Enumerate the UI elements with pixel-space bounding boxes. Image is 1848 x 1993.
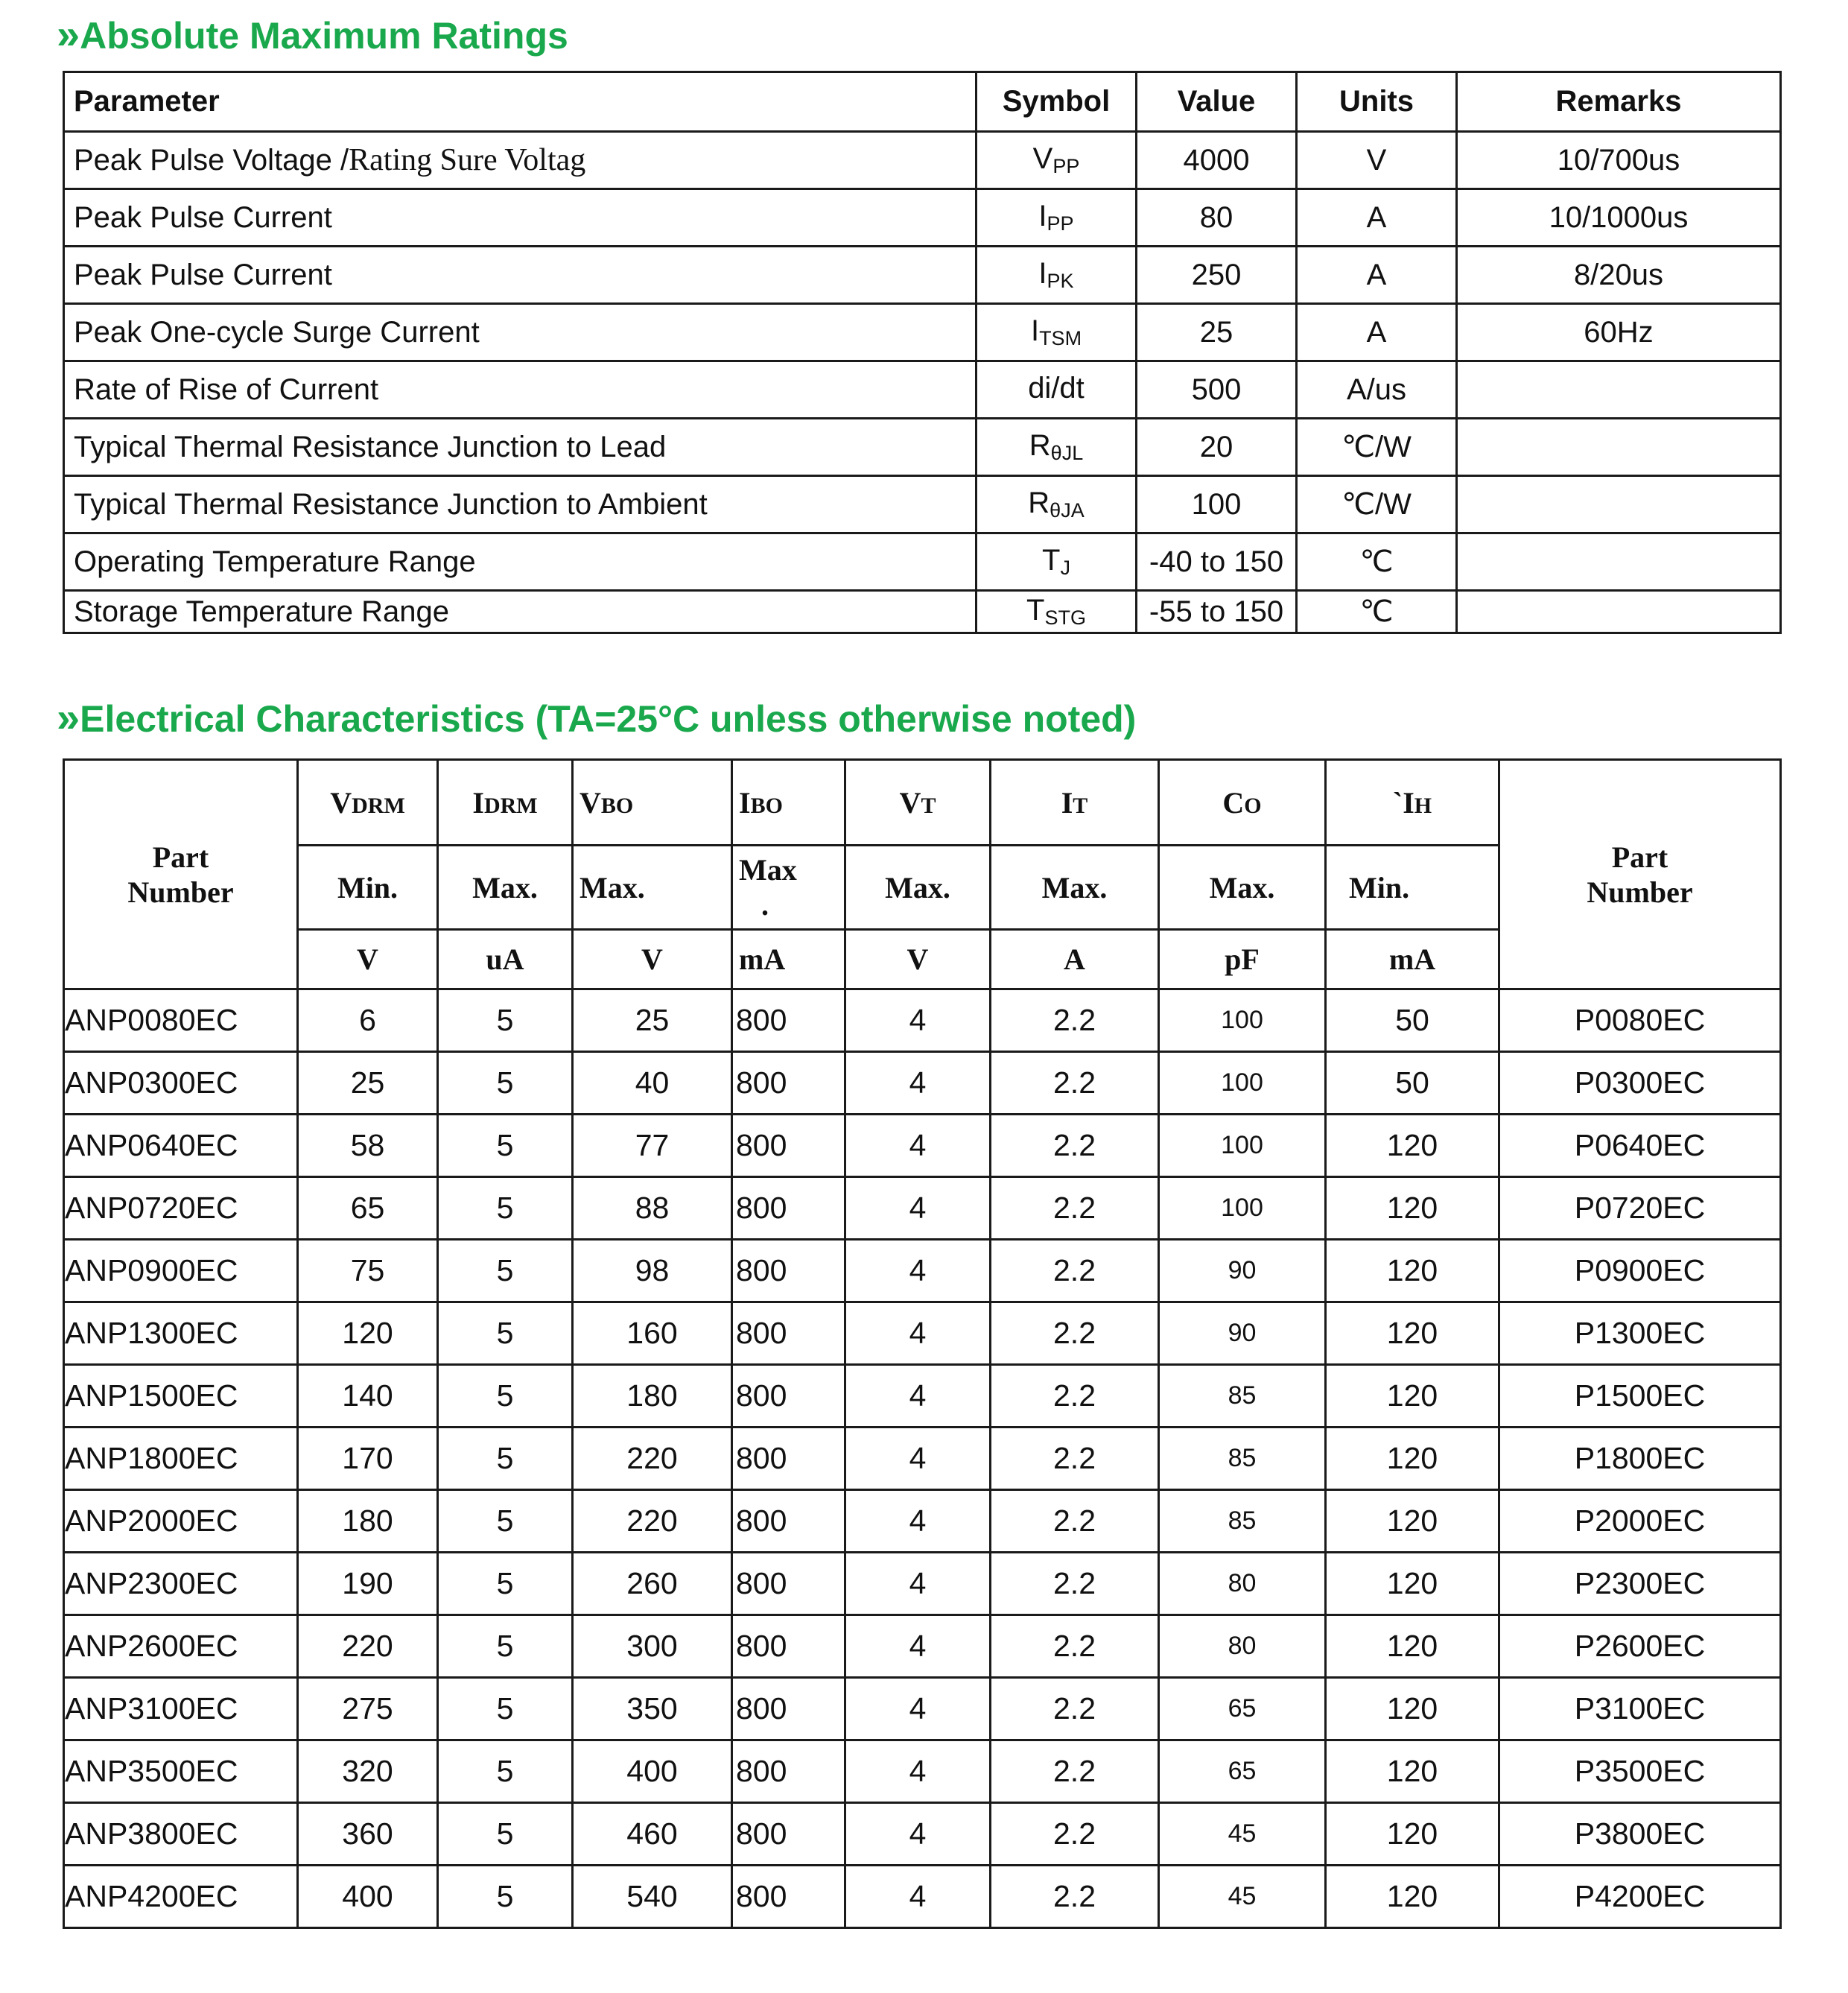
vt-cell: 4: [845, 1678, 991, 1740]
header-limit: Max.: [845, 846, 991, 930]
header-unit: V: [573, 930, 732, 989]
idrm-cell: 5: [438, 1553, 573, 1615]
idrm-cell: 5: [438, 1302, 573, 1365]
it-cell: 2.2: [991, 1302, 1159, 1365]
vdrm-cell: 275: [298, 1678, 438, 1740]
vbo-cell: 460: [573, 1803, 732, 1866]
co-cell: 100: [1159, 1052, 1326, 1115]
value-cell: 80: [1137, 189, 1297, 247]
ibo-cell: 800: [732, 1365, 845, 1428]
header-unit: mA: [1326, 930, 1499, 989]
table-header-row: [64, 72, 1781, 132]
it-cell: 2.2: [991, 989, 1159, 1052]
table-row: [64, 476, 1781, 533]
it-cell: 2.2: [991, 1740, 1159, 1803]
parameter-cell: Peak Pulse Current: [64, 189, 977, 247]
vdrm-cell: 220: [298, 1615, 438, 1678]
co-cell: 65: [1159, 1678, 1326, 1740]
part-number-cell: ANP2600EC: [64, 1615, 298, 1678]
vt-cell: 4: [845, 1428, 991, 1490]
part-number-cell-right: P1300EC: [1499, 1302, 1781, 1365]
value-cell: 500: [1137, 361, 1297, 419]
table-row: [64, 1740, 1781, 1803]
table-row: [64, 304, 1781, 361]
header-limit: Max.: [991, 846, 1159, 930]
table-row: [64, 247, 1781, 304]
units-cell: ℃/W: [1297, 419, 1457, 476]
units-cell: ℃: [1297, 533, 1457, 591]
vt-cell: 4: [845, 989, 991, 1052]
part-label: Part: [152, 840, 209, 874]
idrm-cell: 5: [438, 1240, 573, 1302]
co-cell: 80: [1159, 1553, 1326, 1615]
part-number-cell-right: P0080EC: [1499, 989, 1781, 1052]
header-symbol-ih: `IH: [1326, 760, 1499, 846]
header-unit: A: [991, 930, 1159, 989]
header-limit: Max.: [573, 846, 732, 930]
header-limit: Max.: [1159, 846, 1326, 930]
table-row: [64, 1866, 1781, 1928]
table-row: [64, 1678, 1781, 1740]
ih-cell: 120: [1326, 1490, 1499, 1553]
units-cell: A: [1297, 247, 1457, 304]
header-unit: mA: [732, 930, 845, 989]
idrm-cell: 5: [438, 1615, 573, 1678]
part-number-cell-right: P2600EC: [1499, 1615, 1781, 1678]
ih-cell: 120: [1326, 1302, 1499, 1365]
units-cell: V: [1297, 132, 1457, 189]
part-number-cell: ANP0300EC: [64, 1052, 298, 1115]
remarks-cell: [1457, 533, 1781, 591]
ih-cell: 120: [1326, 1428, 1499, 1490]
idrm-cell: 5: [438, 1490, 573, 1553]
symbol-cell: di/dt: [977, 361, 1137, 419]
symbol-cell: $I_{PK}$: [977, 247, 1137, 304]
vbo-cell: 25: [573, 989, 732, 1052]
number-label: Number: [127, 875, 234, 909]
ih-cell: 120: [1326, 1803, 1499, 1866]
part-number-cell: ANP1500EC: [64, 1365, 298, 1428]
ih-cell: 120: [1326, 1615, 1499, 1678]
part-number-cell: ANP0720EC: [64, 1177, 298, 1240]
vbo-cell: 98: [573, 1240, 732, 1302]
absolute-maximum-ratings-table: [63, 71, 1782, 634]
vt-cell: 4: [845, 1177, 991, 1240]
vbo-cell: 540: [573, 1866, 732, 1928]
table-row: [64, 1803, 1781, 1866]
ih-cell: 50: [1326, 1052, 1499, 1115]
co-cell: 90: [1159, 1302, 1326, 1365]
part-number-cell-right: P3800EC: [1499, 1803, 1781, 1866]
it-cell: 2.2: [991, 1052, 1159, 1115]
it-cell: 2.2: [991, 1240, 1159, 1302]
co-cell: 100: [1159, 1177, 1326, 1240]
vt-cell: 4: [845, 1490, 991, 1553]
chevron-icon: »: [57, 10, 80, 57]
symbol-cell: $R_{\theta JL}$: [977, 419, 1137, 476]
header-symbol: Symbol: [977, 72, 1137, 132]
vt-cell: 4: [845, 1803, 991, 1866]
vt-cell: 4: [845, 1866, 991, 1928]
remarks-cell: 60Hz: [1457, 304, 1781, 361]
part-number-cell-right: P4200EC: [1499, 1866, 1781, 1928]
table-row: [64, 1115, 1781, 1177]
parameter-cell: Operating Temperature Range: [64, 533, 977, 591]
it-cell: 2.2: [991, 1428, 1159, 1490]
value-cell: 100: [1137, 476, 1297, 533]
vbo-cell: 260: [573, 1553, 732, 1615]
header-symbol-it: IT: [991, 760, 1159, 846]
vdrm-cell: 400: [298, 1866, 438, 1928]
header-symbol-vt: VT: [845, 760, 991, 846]
ibo-cell: 800: [732, 1866, 845, 1928]
co-cell: 85: [1159, 1428, 1326, 1490]
vbo-cell: 220: [573, 1428, 732, 1490]
table-row: [64, 989, 1781, 1052]
idrm-cell: 5: [438, 1740, 573, 1803]
part-number-cell: ANP3800EC: [64, 1803, 298, 1866]
header-value: Value: [1137, 72, 1297, 132]
ih-cell: 120: [1326, 1678, 1499, 1740]
header-limit: Max.: [438, 846, 573, 930]
ibo-cell: 800: [732, 989, 845, 1052]
idrm-cell: 5: [438, 1866, 573, 1928]
ih-cell: 120: [1326, 1866, 1499, 1928]
idrm-cell: 5: [438, 1803, 573, 1866]
vbo-cell: 350: [573, 1678, 732, 1740]
section-title-electrical-characteristics: [57, 694, 1137, 741]
ih-cell: 120: [1326, 1115, 1499, 1177]
vt-cell: 4: [845, 1553, 991, 1615]
part-number-cell: ANP0640EC: [64, 1115, 298, 1177]
part-number-cell-right: P2000EC: [1499, 1490, 1781, 1553]
vdrm-cell: 140: [298, 1365, 438, 1428]
parameter-cell: Peak One-cycle Surge Current: [64, 304, 977, 361]
header-limit-ibo: Max .: [732, 846, 845, 930]
co-cell: 80: [1159, 1615, 1326, 1678]
table-row: [64, 1428, 1781, 1490]
vbo-cell: 300: [573, 1615, 732, 1678]
header-symbol-idrm: IDRM: [438, 760, 573, 846]
idrm-cell: 5: [438, 1365, 573, 1428]
it-cell: 2.2: [991, 1803, 1159, 1866]
symbol-cell: $V_{PP}$: [977, 132, 1137, 189]
remarks-cell: 10/700us: [1457, 132, 1781, 189]
ih-cell: 120: [1326, 1365, 1499, 1428]
header-unit: pF: [1159, 930, 1326, 989]
header-limit: Min.: [298, 846, 438, 930]
idrm-cell: 5: [438, 1052, 573, 1115]
vbo-cell: 400: [573, 1740, 732, 1803]
co-cell: 100: [1159, 989, 1326, 1052]
part-number-cell: ANP1800EC: [64, 1428, 298, 1490]
idrm-cell: 5: [438, 1678, 573, 1740]
part-number-cell: ANP3100EC: [64, 1678, 298, 1740]
vt-cell: 4: [845, 1302, 991, 1365]
co-cell: 85: [1159, 1365, 1326, 1428]
ibo-cell: 800: [732, 1490, 845, 1553]
header-symbol-ibo: IBO: [732, 760, 845, 846]
part-number-cell-right: P1800EC: [1499, 1428, 1781, 1490]
it-cell: 2.2: [991, 1490, 1159, 1553]
it-cell: 2.2: [991, 1115, 1159, 1177]
idrm-cell: 5: [438, 1428, 573, 1490]
header-symbol-co: CO: [1159, 760, 1326, 846]
vt-cell: 4: [845, 1615, 991, 1678]
vdrm-cell: 120: [298, 1302, 438, 1365]
table-row: [64, 1177, 1781, 1240]
ibo-cell: 800: [732, 1678, 845, 1740]
table-row: [64, 1365, 1781, 1428]
co-cell: 45: [1159, 1803, 1326, 1866]
table-row: [64, 1553, 1781, 1615]
table-row: [64, 1302, 1781, 1365]
part-number-cell-right: P1500EC: [1499, 1365, 1781, 1428]
value-cell: -55 to 150: [1137, 591, 1297, 633]
table-row: [64, 533, 1781, 591]
chevron-icon: »: [57, 694, 80, 741]
vbo-cell: 40: [573, 1052, 732, 1115]
units-cell: ℃/W: [1297, 476, 1457, 533]
vt-cell: 4: [845, 1740, 991, 1803]
vdrm-cell: 170: [298, 1428, 438, 1490]
table-row: [64, 1615, 1781, 1678]
header-unit: V: [298, 930, 438, 989]
ibo-cell: 800: [732, 1428, 845, 1490]
ibo-cell: 800: [732, 1740, 845, 1803]
part-number-cell: ANP2000EC: [64, 1490, 298, 1553]
ibo-cell: 800: [732, 1240, 845, 1302]
table-row: [64, 1052, 1781, 1115]
co-cell: 90: [1159, 1240, 1326, 1302]
part-label: Part: [1611, 840, 1668, 874]
idrm-cell: 5: [438, 989, 573, 1052]
vdrm-cell: 360: [298, 1803, 438, 1866]
vt-cell: 4: [845, 1115, 991, 1177]
header-unit: uA: [438, 930, 573, 989]
parameter-cell: Typical Thermal Resistance Junction to Lead: [64, 419, 977, 476]
value-cell: 250: [1137, 247, 1297, 304]
vdrm-cell: 190: [298, 1553, 438, 1615]
parameter-cell: Peak Pulse Current: [64, 247, 977, 304]
part-number-cell-right: P3500EC: [1499, 1740, 1781, 1803]
remarks-cell: 8/20us: [1457, 247, 1781, 304]
ibo-cell: 800: [732, 1803, 845, 1866]
part-number-cell-right: P0900EC: [1499, 1240, 1781, 1302]
idrm-cell: 5: [438, 1177, 573, 1240]
it-cell: 2.2: [991, 1177, 1159, 1240]
remarks-cell: [1457, 476, 1781, 533]
units-cell: A: [1297, 304, 1457, 361]
header-limit: Min.: [1326, 846, 1499, 930]
value-cell: -40 to 150: [1137, 533, 1297, 591]
remarks-cell: [1457, 419, 1781, 476]
vdrm-cell: 65: [298, 1177, 438, 1240]
parameter-cell: Peak Pulse Voltage /Rating Sure Voltag: [64, 132, 977, 189]
vbo-cell: 180: [573, 1365, 732, 1428]
part-number-cell: ANP4200EC: [64, 1866, 298, 1928]
it-cell: 2.2: [991, 1365, 1159, 1428]
header-symbol-vdrm: VDRM: [298, 760, 438, 846]
header-part-number-right: [1499, 760, 1781, 989]
section-title-absolute-maximum-ratings: [57, 10, 568, 57]
co-cell: 100: [1159, 1115, 1326, 1177]
ibo-cell: 800: [732, 1052, 845, 1115]
it-cell: 2.2: [991, 1678, 1159, 1740]
symbol-cell: $T_{STG}$: [977, 591, 1137, 633]
ibo-cell: 800: [732, 1615, 845, 1678]
part-number-cell: ANP0080EC: [64, 989, 298, 1052]
it-cell: 2.2: [991, 1553, 1159, 1615]
vdrm-cell: 180: [298, 1490, 438, 1553]
ibo-cell: 800: [732, 1177, 845, 1240]
number-label: Number: [1587, 875, 1693, 909]
vbo-cell: 77: [573, 1115, 732, 1177]
ibo-cell: 800: [732, 1553, 845, 1615]
table-row: [64, 189, 1781, 247]
part-number-cell-right: P2300EC: [1499, 1553, 1781, 1615]
header-remarks: Remarks: [1457, 72, 1781, 132]
part-number-cell: ANP2300EC: [64, 1553, 298, 1615]
it-cell: 2.2: [991, 1615, 1159, 1678]
ih-cell: 120: [1326, 1177, 1499, 1240]
header-part-number-left: [64, 760, 298, 989]
symbol-cell: $I_{TSM}$: [977, 304, 1137, 361]
ih-cell: 120: [1326, 1553, 1499, 1615]
table-row: [64, 419, 1781, 476]
symbol-cell: $I_{PP}$: [977, 189, 1137, 247]
vdrm-cell: 6: [298, 989, 438, 1052]
ih-cell: 120: [1326, 1740, 1499, 1803]
remarks-cell: [1457, 361, 1781, 419]
part-number-cell-right: P0720EC: [1499, 1177, 1781, 1240]
header-units: Units: [1297, 72, 1457, 132]
symbol-header-row: [64, 760, 1781, 846]
co-cell: 65: [1159, 1740, 1326, 1803]
idrm-cell: 5: [438, 1115, 573, 1177]
part-number-cell: ANP0900EC: [64, 1240, 298, 1302]
ibo-cell: 800: [732, 1115, 845, 1177]
ih-cell: 120: [1326, 1240, 1499, 1302]
symbol-cell: $R_{\theta JA}$: [977, 476, 1137, 533]
remarks-cell: 10/1000us: [1457, 189, 1781, 247]
part-number-cell: ANP1300EC: [64, 1302, 298, 1365]
part-number-cell-right: P0640EC: [1499, 1115, 1781, 1177]
table-row: [64, 1490, 1781, 1553]
vbo-cell: 88: [573, 1177, 732, 1240]
part-number-cell: ANP3500EC: [64, 1740, 298, 1803]
table-row: [64, 591, 1781, 633]
section-title-text: Absolute Maximum Ratings: [80, 15, 568, 57]
vt-cell: 4: [845, 1365, 991, 1428]
vbo-cell: 160: [573, 1302, 732, 1365]
parameter-cell: Storage Temperature Range: [64, 591, 977, 633]
co-cell: 45: [1159, 1866, 1326, 1928]
header-symbol-vbo: VBO: [573, 760, 732, 846]
table-row: [64, 361, 1781, 419]
vt-cell: 4: [845, 1052, 991, 1115]
ibo-cell: 800: [732, 1302, 845, 1365]
vdrm-cell: 25: [298, 1052, 438, 1115]
units-cell: A: [1297, 189, 1457, 247]
header-parameter: Parameter: [64, 72, 977, 132]
vdrm-cell: 58: [298, 1115, 438, 1177]
ih-cell: 50: [1326, 989, 1499, 1052]
table-row: [64, 132, 1781, 189]
value-cell: 25: [1137, 304, 1297, 361]
section-title-text: Electrical Characteristics (TA=25°C unless otherwise noted): [80, 698, 1137, 740]
value-cell: 20: [1137, 419, 1297, 476]
vt-cell: 4: [845, 1240, 991, 1302]
co-cell: 85: [1159, 1490, 1326, 1553]
units-cell: A/us: [1297, 361, 1457, 419]
electrical-characteristics-table: [63, 758, 1782, 1929]
remarks-cell: [1457, 591, 1781, 633]
table-row: [64, 1240, 1781, 1302]
parameter-cell: Rate of Rise of Current: [64, 361, 977, 419]
symbol-cell: $T_J$: [977, 533, 1137, 591]
it-cell: 2.2: [991, 1866, 1159, 1928]
header-unit: V: [845, 930, 991, 989]
parameter-cell: Typical Thermal Resistance Junction to Ambient: [64, 476, 977, 533]
units-cell: ℃: [1297, 591, 1457, 633]
part-number-cell-right: P3100EC: [1499, 1678, 1781, 1740]
vbo-cell: 220: [573, 1490, 732, 1553]
vdrm-cell: 320: [298, 1740, 438, 1803]
vdrm-cell: 75: [298, 1240, 438, 1302]
value-cell: 4000: [1137, 132, 1297, 189]
part-number-cell-right: P0300EC: [1499, 1052, 1781, 1115]
